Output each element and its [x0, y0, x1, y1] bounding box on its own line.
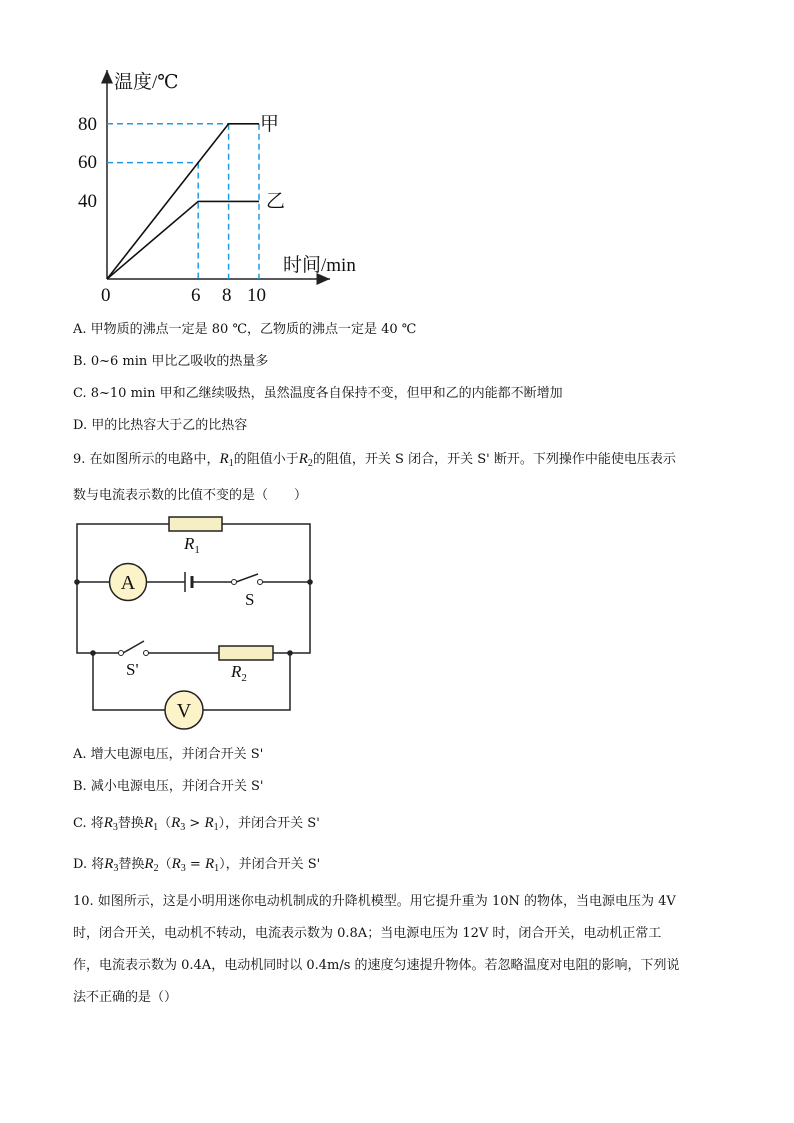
q8-option-b[interactable]: B. 0~6 min 甲比乙吸收的热量多	[73, 354, 269, 369]
q9-option-d[interactable]: D. 将$R_3$替换$R_2(R_3 = R_1)$，并闭合开关 S'	[73, 856, 321, 874]
q9-r1-symbol: $R_1$	[219, 451, 234, 469]
series-line-yi	[107, 201, 259, 279]
switch-s-contact-left	[232, 580, 237, 585]
q9-stem-part-a: 9. 在如图所示的电路中，	[73, 452, 220, 467]
q8-option-a[interactable]: A. 甲物质的沸点一定是 80 ℃，乙物质的沸点一定是 40 ℃	[73, 322, 417, 337]
q8-option-d[interactable]: D. 甲的比热容大于乙的比热容	[73, 418, 248, 433]
switch-s-blade	[236, 574, 258, 582]
graph-axes	[107, 70, 330, 279]
switch-s-prime-contact-left	[119, 651, 124, 656]
series-label-jia: 甲	[260, 114, 280, 135]
x-tick-0: 0	[101, 285, 111, 306]
ammeter-symbol: A	[120, 572, 136, 594]
resistor-r2	[219, 646, 273, 660]
q10-line1: 10. 如图所示，这是小明用迷你电动机制成的升降机模型。用它提升重为 10N 的物体，当电源电压为 4V	[73, 894, 676, 909]
y-axis-label: 温度/℃	[114, 72, 179, 93]
switch-s-prime-label: S'	[126, 660, 139, 679]
q9-r2-symbol: $R_2$	[298, 451, 313, 469]
q9-stem-part-c: 的阻值，开关 S 闭合，开关 S' 断开。下列操作中能使电压表示	[312, 452, 676, 467]
temperature-time-graph	[0, 0, 794, 310]
resistor-r1	[169, 517, 222, 531]
switch-s-prime-blade	[123, 641, 144, 653]
junction-dot	[74, 579, 80, 585]
q9-option-c[interactable]: C. 将$R_3$替换$R_1(R_3 > R_1)$，并闭合开关 S'	[73, 815, 320, 833]
resistor-r1-label: $R_1$	[184, 534, 200, 556]
junction-dot	[287, 650, 293, 656]
junction-dot	[307, 579, 313, 585]
q9-option-a[interactable]: A. 增大电源电压，并闭合开关 S'	[73, 747, 264, 762]
q9-stem-line1	[73, 448, 676, 469]
y-tick-80: 80	[78, 114, 97, 135]
switch-s-label: S	[245, 590, 255, 609]
circuit-diagram	[0, 505, 400, 730]
switch-s-contact-right	[258, 580, 263, 585]
voltmeter-symbol: V	[176, 700, 192, 722]
q8-option-c[interactable]: C. 8~10 min 甲和乙继续吸热，虽然温度各自保持不变，但甲和乙的内能都不断增加	[73, 386, 563, 401]
q9-option-b[interactable]: B. 减小电源电压，并闭合开关 S'	[73, 779, 264, 794]
q9-stem-part-b: 的阻值小于	[233, 452, 299, 467]
q10-line3: 作，电流表示数为 0.4A，电动机同时以 0.4m/s 的速度匀速提升物体。若忽略温度对电阻的影响，下列说	[73, 958, 680, 973]
x-tick-10: 10	[247, 285, 266, 306]
series-label-yi: 乙	[266, 191, 286, 212]
circuit-wire-top-right	[222, 524, 310, 653]
y-tick-40: 40	[78, 191, 97, 212]
x-tick-6: 6	[191, 285, 201, 306]
y-tick-60: 60	[78, 152, 97, 173]
resistor-r2-label: $R_2$	[231, 662, 247, 684]
q10-line2: 时，闭合开关，电动机不转动，电流表示数为 0.8A；当电源电压为 12V 时，闭合开关，电动机正常工	[73, 926, 662, 941]
x-axis-label: 时间/min	[283, 255, 356, 276]
q10-line4: 法不正确的是（）	[73, 990, 178, 1005]
graph-series-lines	[107, 124, 259, 279]
x-tick-8: 8	[222, 285, 232, 306]
junction-dot	[90, 650, 96, 656]
q9-stem-line2: 数与电流表示数的比值不变的是（ ）	[73, 488, 308, 503]
switch-s-prime-contact-right	[144, 651, 149, 656]
